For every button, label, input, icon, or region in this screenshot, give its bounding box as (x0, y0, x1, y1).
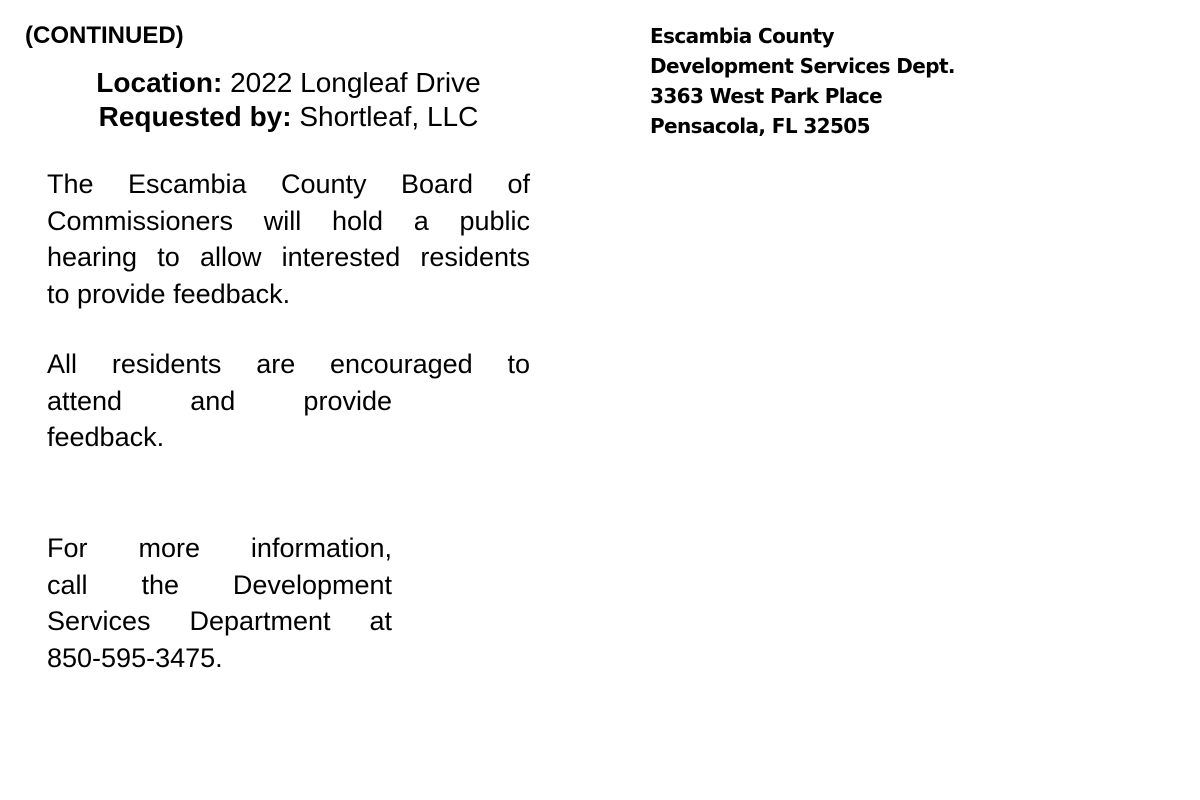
paragraph-line: Services Department at (47, 606, 392, 636)
paragraph-line: The Escambia County Board of (47, 169, 530, 199)
paragraph-line: For more information, (47, 533, 392, 563)
requested-by-label: Requested by: (98, 101, 292, 132)
address-line-dept: Development Services Dept. (650, 54, 955, 78)
location-line (40, 66, 537, 100)
address-line-street: 3363 West Park Place (650, 84, 883, 108)
return-address (650, 21, 955, 141)
address-line-city: Pensacola, FL 32505 (650, 114, 870, 138)
contact-paragraph (47, 530, 392, 676)
paragraph-line: call the Development (47, 569, 392, 600)
paragraph-line: hearing to allow interested residents (47, 242, 530, 272)
address-line-org: Escambia County (650, 24, 834, 48)
paragraph-line: attend and provide (47, 385, 392, 416)
paragraph-line: to provide feedback. (47, 278, 291, 309)
paragraph-line: Commissioners will hold a public (47, 205, 530, 236)
paragraph-line: feedback. (47, 422, 165, 452)
attendance-paragraph (47, 346, 530, 456)
notice-header (40, 66, 537, 134)
location-value: 2022 Longleaf Drive (230, 67, 481, 98)
phone-number: 850-595-3475. (47, 642, 223, 673)
paragraph-line: All residents are encouraged to (47, 349, 530, 379)
requested-by-line (40, 100, 537, 134)
hearing-paragraph (47, 166, 530, 312)
location-label: Location: (96, 67, 223, 98)
requested-by-value: Shortleaf, LLC (299, 101, 479, 132)
continued-label: (CONTINUED) (25, 22, 184, 49)
